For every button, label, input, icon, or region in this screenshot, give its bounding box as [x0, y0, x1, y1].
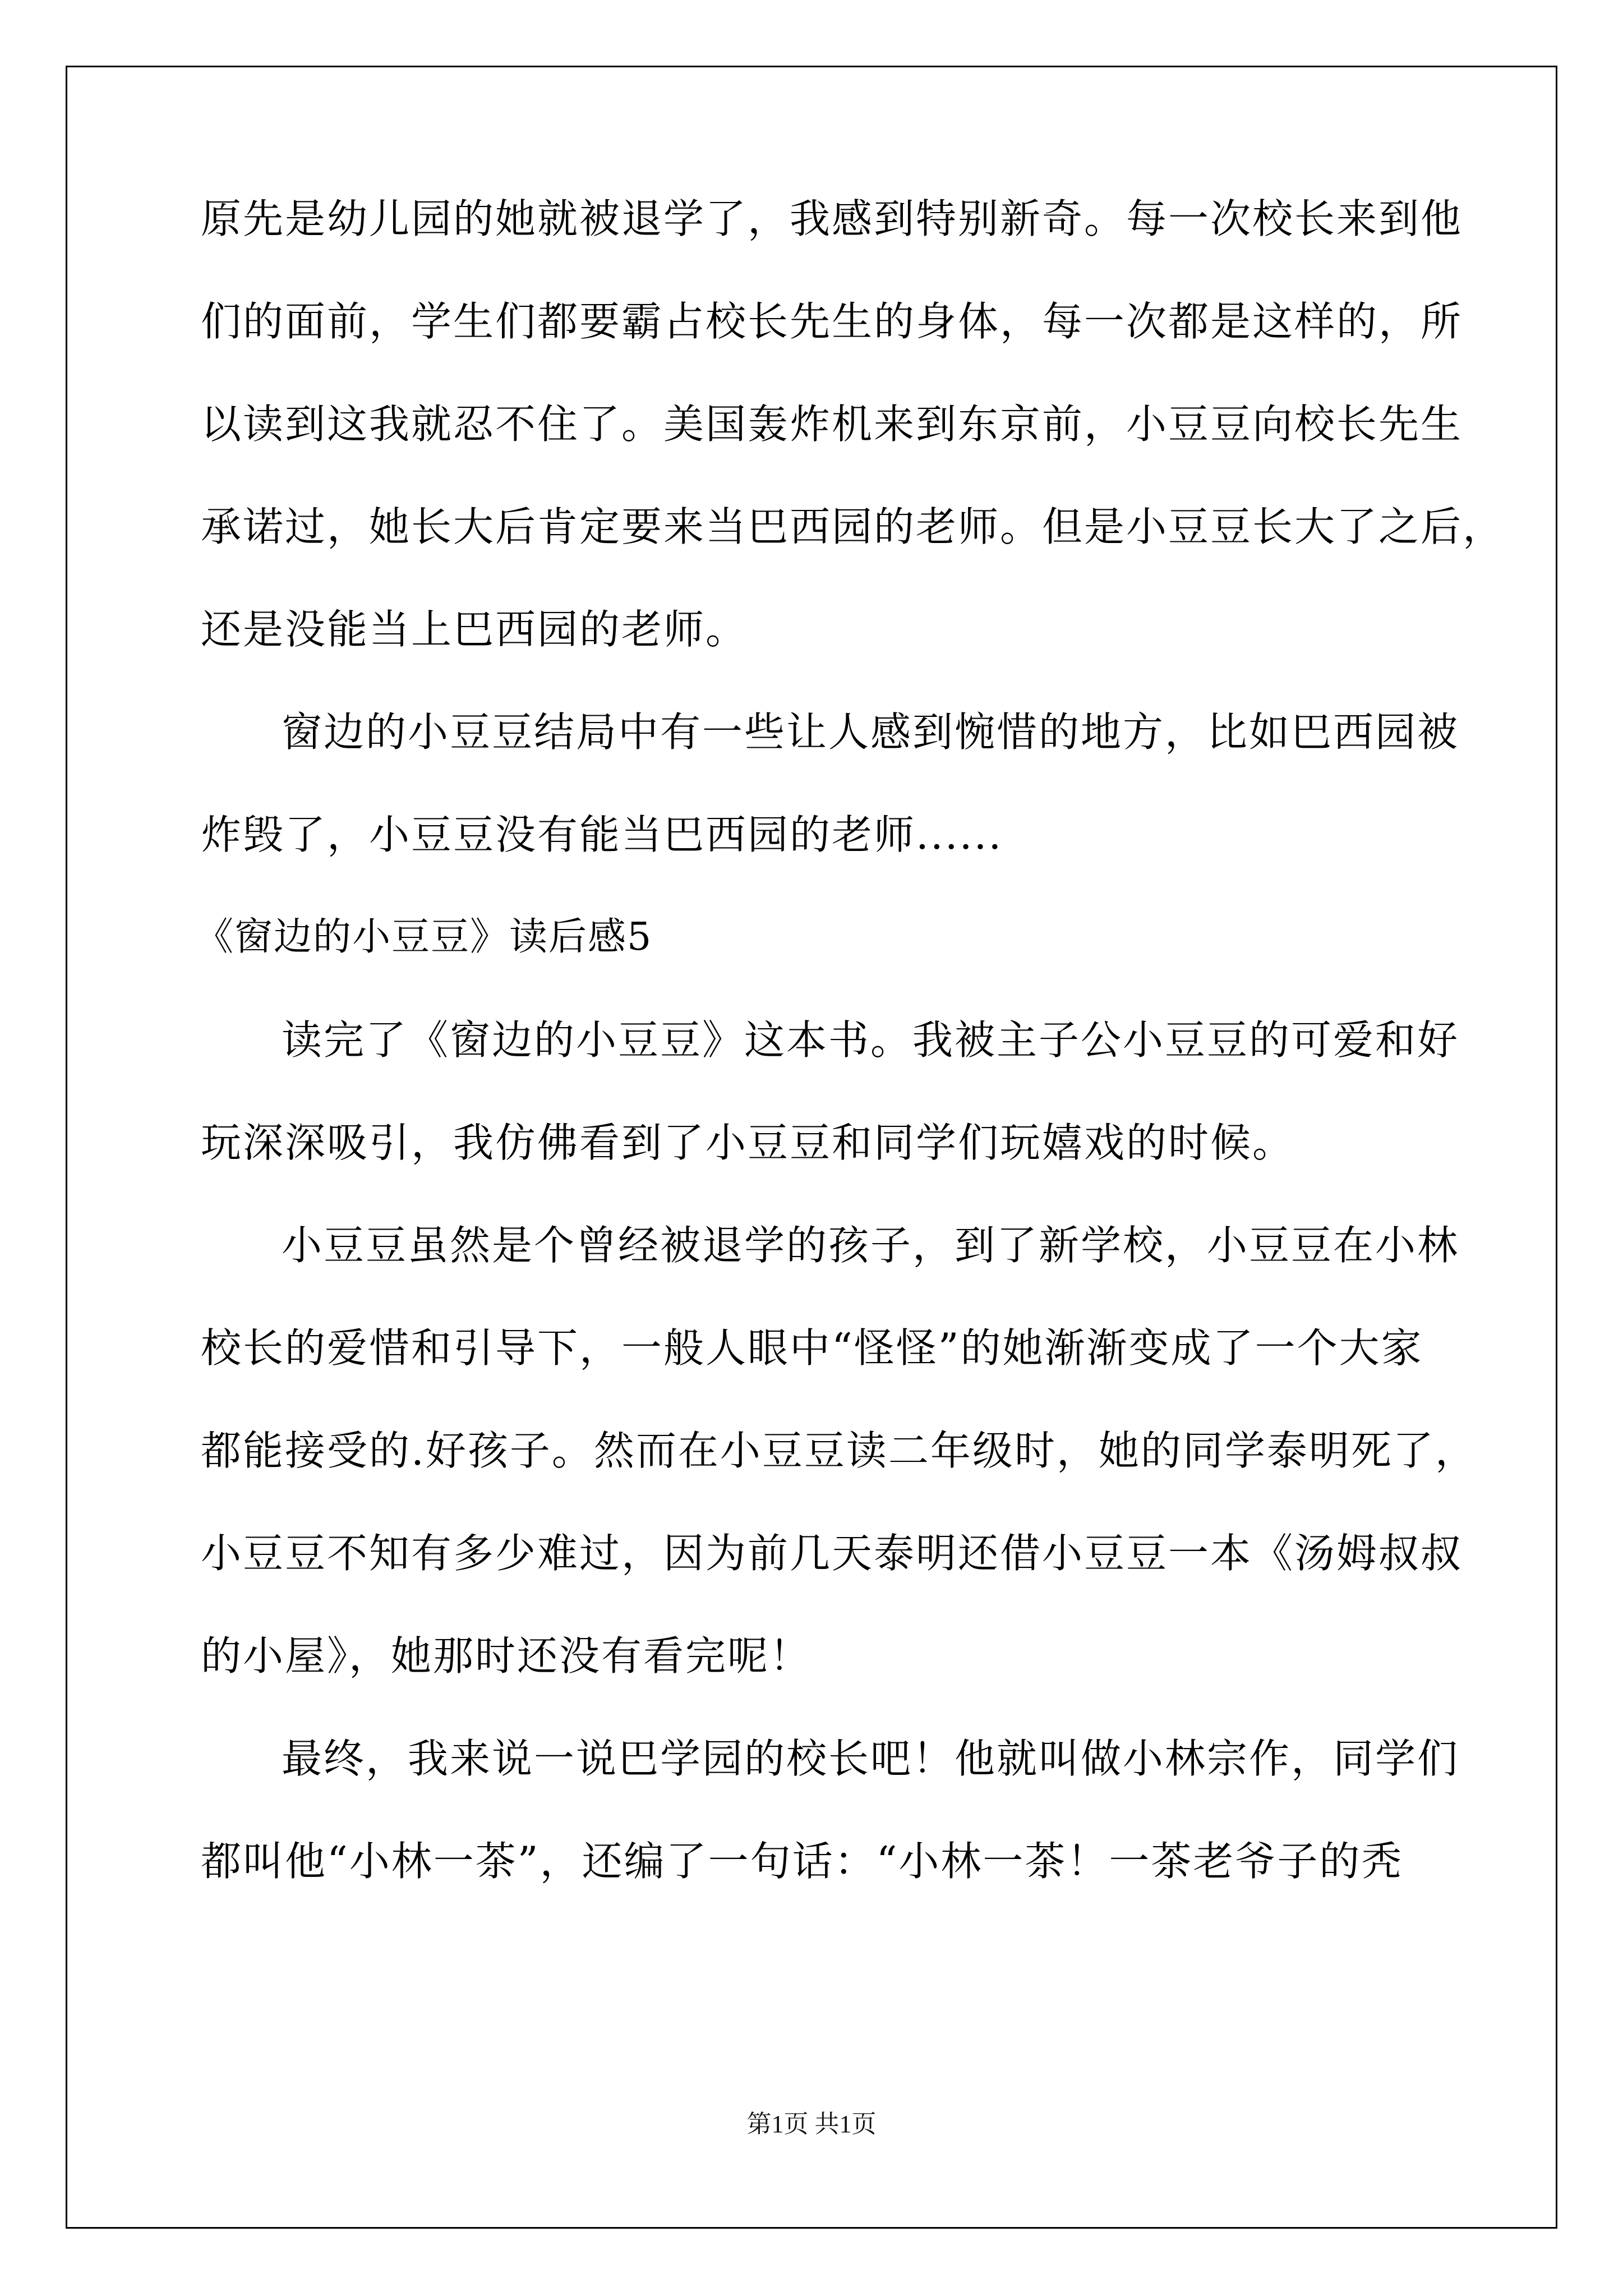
paragraph-line: 原先是幼儿园的她就被退学了，我感到特别新奇。每一次校长来到他 [201, 195, 1463, 242]
paragraph-line: 小豆豆虽然是个曾经被退学的孩子，到了新学校，小豆豆在小林 [282, 1222, 1460, 1269]
paragraph-line: 玩深深吸引，我仿佛看到了小豆豆和同学们玩嬉戏的时候。 [201, 1119, 1295, 1166]
paragraph-line: 都能接受的.好孩子。然而在小豆豆读二年级时，她的同学泰明死了， [201, 1427, 1477, 1474]
paragraph-line: 校长的爱惜和引导下，一般人眼中“怪怪”的她渐渐变成了一个大家 [201, 1324, 1423, 1372]
section-heading: 《窗边的小豆豆》读后感5 [195, 915, 653, 959]
paragraph-line: 还是没能当上巴西园的老师。 [201, 606, 748, 653]
paragraph-line: 们的面前，学生们都要霸占校长先生的身体，每一次都是这样的，所 [201, 298, 1463, 345]
paragraph-line: 读完了《窗边的小豆豆》这本书。我被主子公小豆豆的可爱和好 [282, 1016, 1460, 1064]
paragraph-line: 以读到这我就忍不住了。美国轰炸机来到东京前，小豆豆向校长先生 [201, 401, 1463, 448]
paragraph-line: 小豆豆不知有多少难过，因为前几天泰明还借小豆豆一本《汤姆叔叔 [201, 1530, 1463, 1577]
paragraph-line: 炸毁了，小豆豆没有能当巴西园的老师...... [201, 811, 1003, 858]
paragraph-line: 承诺过，她长大后肯定要来当巴西园的老师。但是小豆豆长大了之后， [201, 503, 1505, 550]
page-number-footer: 第1页 共1页 [746, 2110, 877, 2138]
paragraph-line: 最终，我来说一说巴学园的校长吧！他就叫做小林宗作，同学们 [282, 1735, 1460, 1782]
paragraph-line: 窗边的小豆豆结局中有一些让人感到惋惜的地方，比如巴西园被 [282, 708, 1460, 756]
paragraph-line: 的小屋》，她那时还没有看完呢！ [201, 1632, 812, 1680]
paragraph-line: 都叫他“小林一茶”，还编了一句话：“小林一茶！一茶老爷子的秃 [201, 1838, 1404, 1885]
